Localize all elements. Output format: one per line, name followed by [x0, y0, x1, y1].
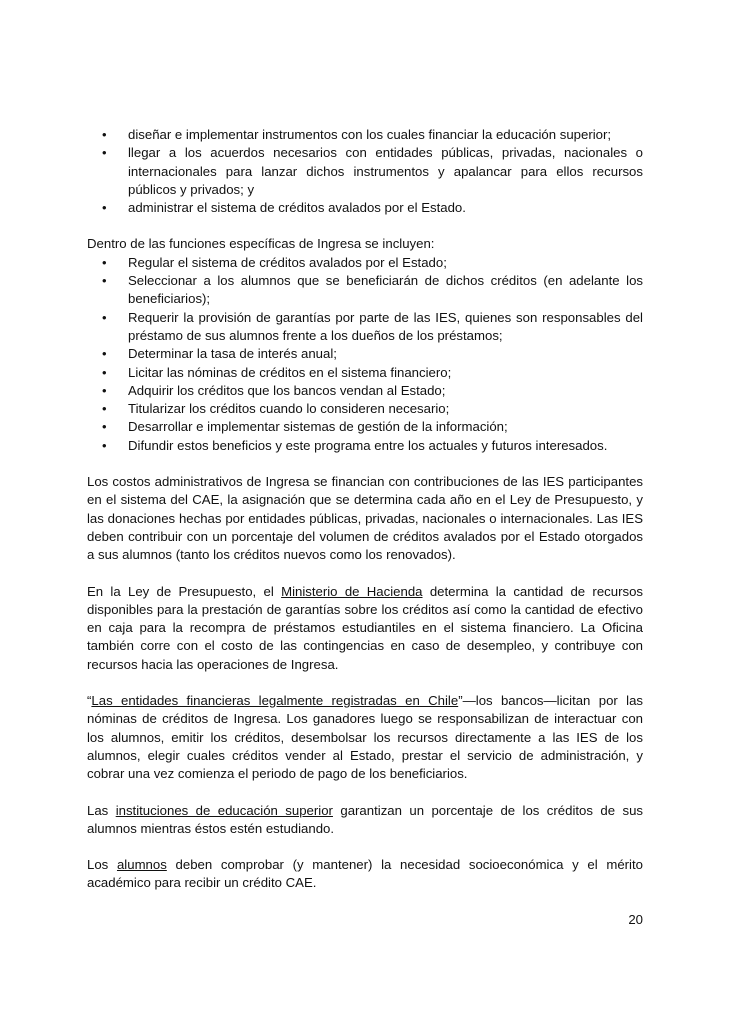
list-item — [87, 418, 643, 436]
costs-paragraph: Los costos administrativos de Ingresa se financian con contribuciones de las IES participantes en el sistema del CAE, la asignación que se determina cada año en el Ley de Presupuesto, y las donaciones hechas por entidades públicas, privadas, nacionales o internacionales. Las IES deben contribuir con un porcentaje del volumen de créditos avalados por el Estado otorgados a sus alumnos (tanto los créditos nuevos como los renovados). — [87, 474, 643, 563]
list-item — [87, 437, 643, 455]
bullet-icon: • — [102, 254, 107, 270]
paragraph-text: En la Ley de Presupuesto, el — [87, 583, 282, 599]
list-item — [87, 345, 643, 363]
paragraph-text: Los — [87, 857, 117, 873]
list-item-text: Requerir la provisión de garantías por parte de las IES, quienes son responsables del préstamo de sus alumnos frente a los dueños de los préstamos; — [128, 309, 643, 343]
list-item — [87, 126, 643, 144]
paragraph-text: determina la cantidad de recursos disponibles para la prestación de garantías sobre los créditos así como la cantidad de efectivo en caja para la recompra de préstamos estudiantiles en el sistema financiero. La Oficina también corre con el costo de las contingencias en caso de desempleo, y contribuye con recursos hacia las operaciones de Ingresa. — [87, 583, 644, 672]
ingresa-objectives-list — [87, 126, 643, 217]
bullet-icon: • — [102, 382, 107, 398]
list-item-text: Licitar las nóminas de créditos en el sistema financiero; — [128, 364, 452, 380]
document-page — [87, 126, 643, 893]
list-item-text: Desarrollar e implementar sistemas de gestión de la información; — [128, 419, 508, 435]
list-item-text: Adquirir los créditos que los bancos vendan al Estado; — [128, 382, 446, 398]
list-item-text: Determinar la tasa de interés anual; — [128, 346, 337, 362]
list-item-text: Difundir estos beneficios y este programa entre los actuales y futuros interesados. — [128, 437, 608, 453]
list-item — [87, 364, 643, 382]
ministerio-hacienda-link[interactable]: Ministerio de Hacienda — [281, 583, 423, 599]
paragraph-text: deben comprobar (y mantener) la necesidad socioeconómica y el mérito académico para recibir un crédito CAE. — [87, 857, 643, 891]
list-item-text: llegar a los acuerdos necesarios con entidades públicas, privadas, nacionales o internacionales para lanzar dichos instrumentos y apalancar para ellos recursos públicos y privados; y — [128, 145, 643, 197]
paragraph-text: ”—los bancos—licitan por las nóminas de créditos de Ingresa. Los ganadores luego se responsabilizan de interactuar con los alumnos, emitir los créditos, desembolsar los recursos directamente a las IES de los alumnos, elegir cuales créditos vender al Estado, prestar el servicio de administración, y cobrar una vez comienza el periodo de pago de los beneficiarios. — [87, 693, 644, 782]
instituciones-paragraph — [87, 802, 643, 839]
bullet-icon: • — [102, 364, 107, 380]
list-item — [87, 144, 643, 199]
entidades-financieras-link[interactable]: Las entidades financieras legalmente registradas en Chile — [91, 693, 459, 709]
bullet-icon: • — [102, 127, 107, 142]
instituciones-link[interactable]: instituciones de educación superior — [115, 802, 333, 818]
bullet-icon: • — [102, 309, 107, 325]
ingresa-functions-list — [87, 254, 643, 455]
list-item — [87, 254, 643, 272]
bullet-icon: • — [102, 419, 107, 435]
bullet-icon: • — [102, 273, 107, 289]
list-item-text: Regular el sistema de créditos avalados por el Estado; — [128, 254, 447, 270]
open-quote: “ — [87, 693, 92, 709]
ley-presupuesto-paragraph — [87, 583, 643, 674]
list-item — [87, 309, 643, 346]
list-item-text: administrar el sistema de créditos avalados por el Estado. — [128, 200, 466, 216]
alumnos-paragraph — [87, 856, 643, 893]
paragraph-text: Las — [87, 802, 116, 818]
bullet-icon: • — [102, 346, 107, 362]
bullet-icon: • — [102, 437, 107, 453]
list-item — [87, 199, 643, 217]
functions-intro: Dentro de las funciones específicas de Ingresa se incluyen: — [87, 236, 435, 252]
paragraph-text: garantizan un porcentaje de los créditos de sus alumnos mientras éstos estén estudiando. — [87, 802, 644, 836]
list-item — [87, 272, 643, 309]
list-item — [87, 382, 643, 400]
bullet-icon: • — [102, 145, 107, 161]
list-item-text: Titularizar los créditos cuando lo consideren necesario; — [128, 401, 450, 417]
list-item-text: Seleccionar a los alumnos que se beneficiarán de dichos créditos (en adelante los beneficiarios); — [128, 273, 643, 307]
list-item — [87, 400, 643, 418]
list-item-text: diseñar e implementar instrumentos con los cuales financiar la educación superior; — [128, 127, 612, 142]
page-number: 20 — [628, 912, 643, 927]
entidades-financieras-paragraph — [87, 692, 643, 783]
alumnos-link[interactable]: alumnos — [116, 857, 167, 873]
bullet-icon: • — [102, 200, 107, 216]
bullet-icon: • — [102, 401, 107, 417]
